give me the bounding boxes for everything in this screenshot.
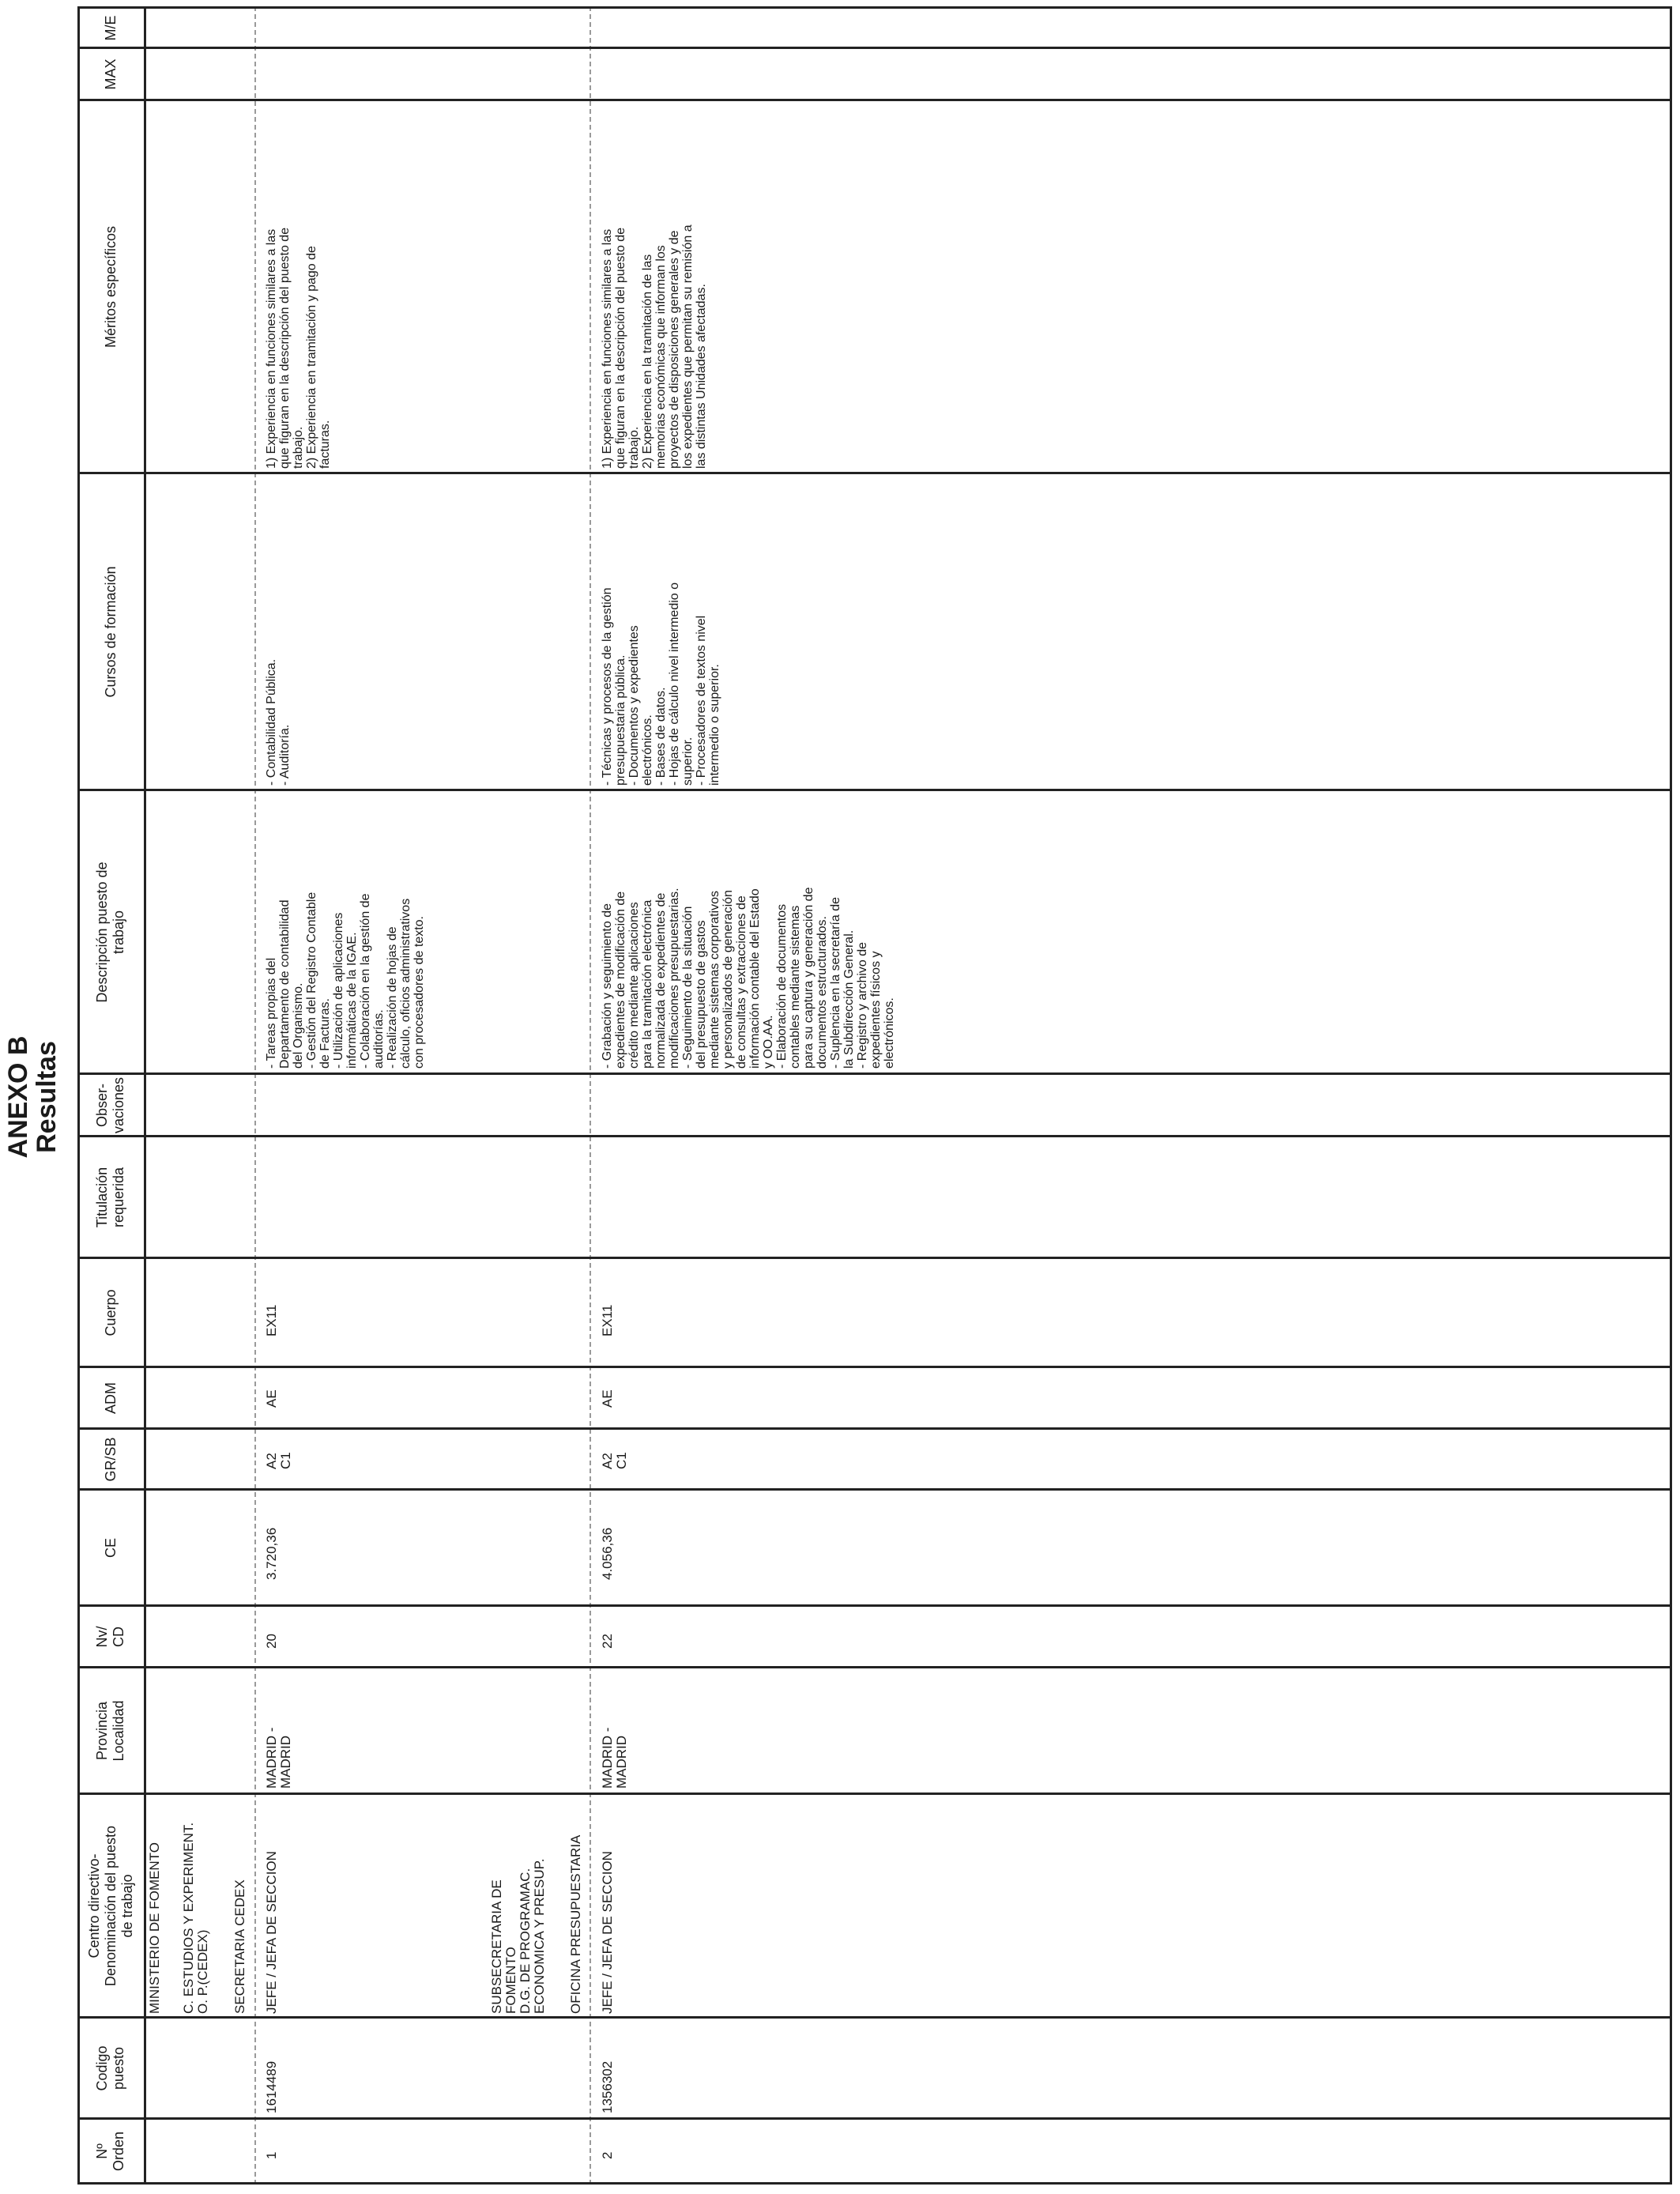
- header-centro: Centro directivo- Denominación del puesto de trabajo: [85, 1825, 135, 1987]
- column-separator: [77, 1072, 1672, 1075]
- table-bottom-border: [1670, 6, 1672, 2185]
- group-oficina: OFICINA PRESUPUESTARIA: [568, 1834, 583, 2014]
- column-separator: [77, 6, 1672, 9]
- page-subtitle: Resultas: [32, 1041, 62, 1153]
- cell-cuerpo: EX11: [264, 1304, 279, 1336]
- cell-ce: 3.720,36: [264, 1527, 279, 1580]
- header-descripcion: Descripción puesto de trabajo: [94, 861, 126, 1003]
- column-separator: [77, 1427, 1672, 1430]
- cell-orden: 1: [264, 2151, 279, 2159]
- column-separator: [77, 1488, 1672, 1491]
- header-grupo: GR/SB: [102, 1437, 119, 1482]
- cell-grupo: A2 C1: [264, 1452, 293, 1469]
- cell-nivel: 20: [264, 1634, 279, 1649]
- group-subsecretaria: SUBSECRETARIA DE FOMENTO D.G. DE PROGRAMAC. ECONOMICA Y PRESUP.: [489, 1858, 547, 2014]
- cell-meritos: 1) Experiencia en funciones similares a las que figuran en la descripción del puesto de trabajo. 2) Experiencia en tramitación y pago de facturas.: [265, 227, 332, 469]
- cell-denominacion: JEFE / JEFA DE SECCION: [264, 1851, 279, 2014]
- header-orden: Nº Orden: [94, 2131, 126, 2172]
- column-separator: [77, 1666, 1672, 1668]
- cell-descripcion: - Tareas propias del Departamento de contabilidad del Organismo. - Gestión del Registro Contable de Facturas. - Utilización de aplicaciones informáticas de la IGAE. - Colaboración en la gestión de auditorías. - Realización de hojas de cálculo, oficios administrativos con procesadores de texto.: [265, 892, 426, 1069]
- column-separator: [77, 1257, 1672, 1259]
- group-cedex: C. ESTUDIOS Y EXPERIMENT. O. P.(CEDEX): [181, 1822, 210, 2014]
- cell-ce: 4.056,36: [600, 1527, 615, 1580]
- cell-adm: AE: [264, 1389, 279, 1408]
- header-ce: CE: [102, 1538, 119, 1559]
- header-meritos: Méritos específicos: [102, 225, 119, 349]
- row-separator-2: [590, 6, 591, 2185]
- header-adm: ADM: [102, 1382, 119, 1414]
- group-ministerio: MINISTERIO DE FOMENTO: [147, 1842, 162, 2014]
- column-separator: [77, 789, 1672, 791]
- column-separator: [77, 472, 1672, 474]
- column-separator: [77, 2117, 1672, 2120]
- header-observaciones: Obser- vaciones: [94, 1076, 126, 1134]
- group-secretaria-cedex: SECRETARIA CEDEX: [232, 1879, 247, 2014]
- column-separator: [77, 2182, 1672, 2185]
- page-title: ANEXO B: [3, 1035, 33, 1159]
- column-separator: [77, 2016, 1672, 2019]
- cell-orden: 2: [600, 2151, 615, 2159]
- cell-codigo: 1356302: [600, 2060, 615, 2113]
- header-cursos: Cursos de formación: [102, 566, 119, 698]
- cell-cursos: - Contabilidad Pública. - Auditoría.: [265, 658, 292, 786]
- column-separator: [77, 99, 1672, 101]
- header-max: MAX: [102, 58, 119, 90]
- cell-codigo: 1614489: [264, 2060, 279, 2113]
- header-provincia: Provincia Localidad: [94, 1700, 126, 1762]
- row-separator-1: [254, 6, 256, 2185]
- header-titulacion: Titulación requerida: [94, 1167, 126, 1228]
- column-separator: [77, 1135, 1672, 1137]
- cell-grupo: A2 C1: [600, 1452, 629, 1469]
- cell-provincia: MADRID - MADRID: [600, 1727, 629, 1789]
- column-separator: [77, 1793, 1672, 1795]
- column-separator: [77, 47, 1672, 49]
- header-bottom-border: [144, 6, 146, 2185]
- cell-provincia: MADRID - MADRID: [264, 1727, 293, 1789]
- cell-descripcion: - Grabación y seguimiento de expedientes de modificación de crédito mediante aplicaciones para la tramitación electrónica normalizada de expedientes de modificaciones presupuestarias. - Seguimiento de la situación del presupuesto de gastos mediante sistemas corporativos y personalizados de generación de consultas y extracciones de información contable del Estado y OO.AA. - Elaboración de documentos contables mediante sistemas para su captura y generación de documentos estructurados. - Suplencia en la secretaría de la Subdirección General. - Registro y archivo de expedientes físicos y electrónicos.: [601, 887, 896, 1069]
- cell-nivel: 22: [600, 1634, 615, 1649]
- cell-meritos: 1) Experiencia en funciones similares a las que figuran en la descripción del puesto de trabajo. 2) Experiencia en la tramitación de las memorias económicas que informan los proyectos de disposiciones generales y de los expedientes que permitan su remisión a las distintas Unidades afectadas.: [601, 224, 708, 469]
- column-separator: [77, 1366, 1672, 1368]
- header-nivel: Nv/ CD: [94, 1626, 126, 1648]
- cell-cursos: - Técnicas y procesos de la gestión presupuestaria pública. - Documentos y expedientes electrónicos. - Bases de datos. - Hojas de cálculo nivel intermedio o superior. - Procesadores de textos nivel intermedio o superior.: [601, 582, 721, 786]
- cell-denominacion: JEFE / JEFA DE SECCION: [600, 1851, 615, 2014]
- header-me: M/E: [102, 15, 119, 41]
- column-separator: [77, 1604, 1672, 1607]
- cell-cuerpo: EX11: [600, 1304, 615, 1336]
- header-cuerpo: Cuerpo: [102, 1289, 119, 1336]
- cell-adm: AE: [600, 1389, 615, 1408]
- header-codigo: Codigo puesto: [94, 2045, 126, 2091]
